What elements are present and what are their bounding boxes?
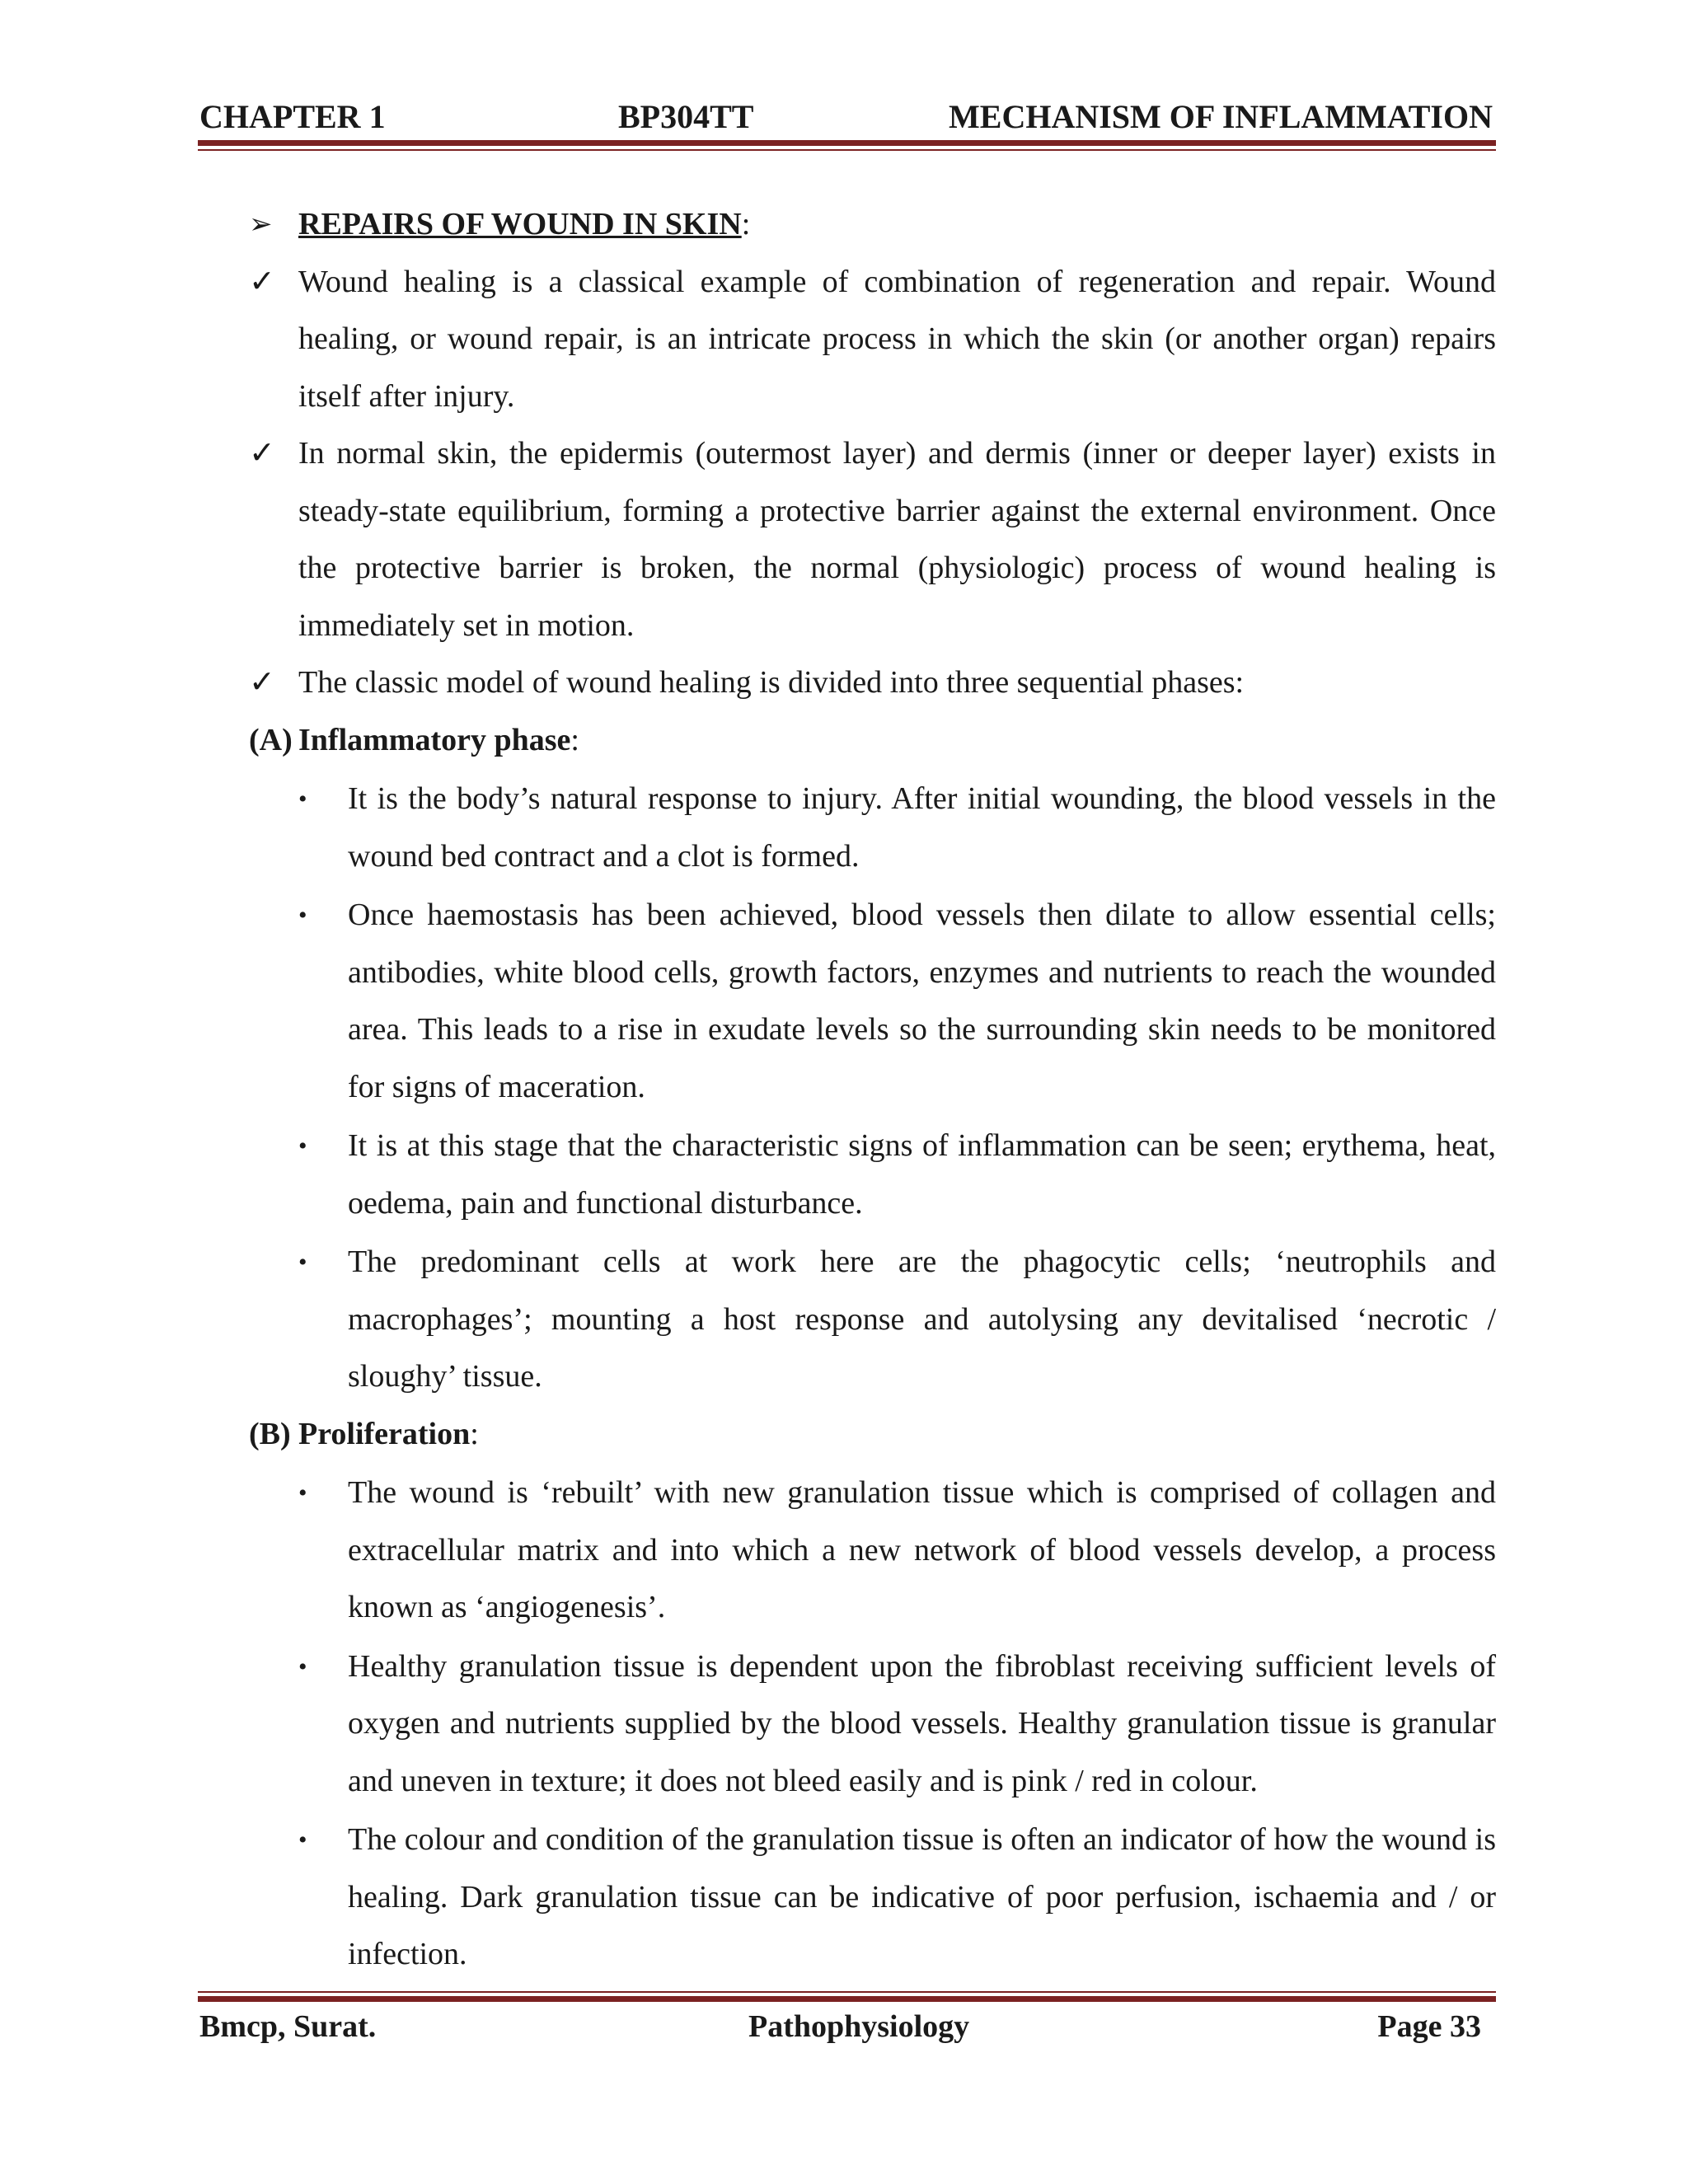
bullet-text: Once haemostasis has been achieved, blood vessels then dilate to allow essential cells; antibodies, white blood cells, growth factors, enzymes and nutrients to reach the wounded area. This leads to a rise in exudate levels so the surrounding skin needs to be monitored for signs of maceration. (348, 898, 1496, 1104)
phase-title: Inflammatory phase (298, 722, 571, 757)
arrow-bullet-icon: ➢ (249, 209, 273, 240)
page-footer (198, 2008, 1496, 2050)
list-item-text: In normal skin, the epidermis (outermost layer) and dermis (inner or deeper layer) exists in steady-state equilibrium, forming a protective barrier against the external environment. Once the protective barrier is broken, the normal (physiologic) process of wound healing is immediately set in motion. (298, 436, 1496, 643)
footer-institution: Bmcp, Surat. (199, 2009, 377, 2044)
bullet-item (198, 1234, 1496, 1406)
section-title: REPAIRS OF WOUND IN SKIN (298, 207, 742, 241)
section-heading: ➢ REPAIRS OF WOUND IN SKIN: (198, 196, 1496, 254)
bullet-text: The predominant cells at work here are the phagocytic cells; ‘neutrophils and macrophages’; mounting a host response and autolysing any devitalised ‘necrotic / sloughy’ tissue. (348, 1244, 1496, 1394)
bullet-dot-icon: • (298, 1249, 307, 1276)
bullet-dot-icon: • (298, 785, 307, 813)
list-item (198, 254, 1496, 426)
bullet-text: It is the body’s natural response to injury. After initial wounding, the blood vessels in the wound bed contract and a clot is formed. (348, 781, 1496, 874)
page-body (198, 196, 1496, 1984)
phase-heading-proliferation: (B) Proliferation: (198, 1406, 1496, 1464)
bullet-text: The wound is ‘rebuilt’ with new granulation tissue which is comprised of collagen and extracellular matrix and into which a new network of blood vessels develop, a process known as ‘angiogenesis’. (348, 1475, 1496, 1624)
header-course-code: BP304TT (618, 98, 754, 135)
bullet-item (198, 887, 1496, 1116)
bullet-item (198, 1638, 1496, 1811)
phase-label: (A) (249, 722, 293, 757)
bullet-dot-icon: • (298, 1479, 307, 1507)
footer-rule-thick (198, 1996, 1496, 2002)
header-rule-thin (198, 149, 1496, 151)
header-rule-thick (198, 140, 1496, 146)
bullet-text: It is at this stage that the characteristic signs of inflammation can be seen; erythema, heat, oedema, pain and functional disturbance. (348, 1128, 1496, 1221)
bullet-text: Healthy granulation tissue is dependent upon the fibroblast receiving sufficient levels of oxygen and nutrients supplied by the blood vessels. Healthy granulation tissue is granular and uneven in texture; it does not bleed easily and is pink / red in colour. (348, 1648, 1496, 1798)
bullet-dot-icon: • (298, 1826, 307, 1854)
phase-title: Proliferation (298, 1416, 471, 1451)
bullet-item (198, 1465, 1496, 1637)
bullet-item (198, 771, 1496, 885)
phase-heading-inflammatory: (A) Inflammatory phase: (198, 712, 1496, 770)
bullet-text: The colour and condition of the granulation tissue is often an indicator of how the wound is healing. Dark granulation tissue can be indicative of poor perfusion, ischaemia and / or infection. (348, 1822, 1496, 1971)
list-item-text: Wound healing is a classical example of combination of regeneration and repair. Wound healing, or wound repair, is an intricate process in which the skin (or another organ) repairs itself after injury. (298, 264, 1496, 414)
bullet-dot-icon: • (298, 1132, 307, 1160)
footer-rule-thin (198, 1991, 1496, 1993)
page-header (198, 97, 1496, 138)
list-item (198, 425, 1496, 654)
bullet-dot-icon: • (298, 902, 307, 929)
checkmark-icon: ✓ (249, 264, 275, 299)
bullet-item (198, 1118, 1496, 1232)
bullet-item (198, 1811, 1496, 1984)
footer-subject: Pathophysiology (748, 2009, 970, 2044)
list-item (198, 654, 1496, 712)
page-number: Page 33 (1377, 2009, 1481, 2044)
header-chapter: CHAPTER 1 (199, 98, 386, 135)
checkmark-icon: ✓ (249, 665, 275, 700)
bullet-dot-icon: • (298, 1652, 307, 1680)
list-item-text: The classic model of wound healing is divided into three sequential phases: (298, 665, 1245, 700)
phase-label: (B) (249, 1416, 291, 1451)
checkmark-icon: ✓ (249, 436, 275, 471)
header-title: MECHANISM OF INFLAMMATION (949, 98, 1493, 135)
